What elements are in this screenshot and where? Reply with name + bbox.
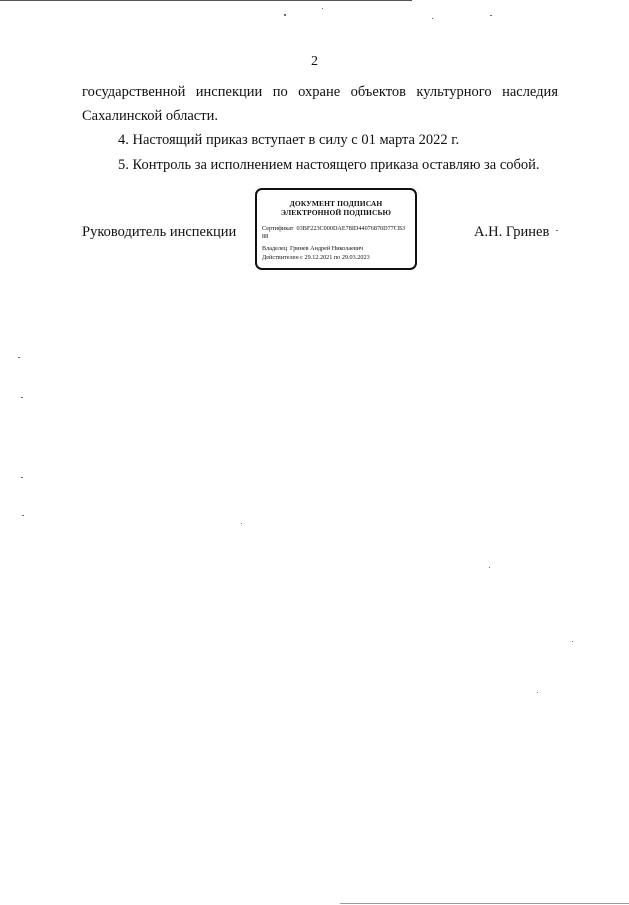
scan-speck (21, 397, 23, 398)
electronic-signature-stamp (255, 188, 417, 270)
stamp-owner-row (262, 245, 363, 253)
scan-speck (537, 692, 538, 693)
order-item-5: 5. Контроль за исполнением настоящего приказа оставляю за собой. (118, 157, 540, 173)
scan-edge-line-bottom (340, 903, 629, 904)
scan-speck (241, 523, 242, 524)
paragraph-continuation-line: государственной инспекции по охране объектов культурного наследия (82, 84, 558, 100)
stamp-title-line1: ДОКУМЕНТ ПОДПИСАН (289, 199, 383, 208)
scan-speck (572, 641, 573, 642)
order-item-4: 4. Настоящий приказ вступает в силу с 01 марта 2022 г. (118, 132, 460, 148)
stamp-certificate-value-continued: 88 (262, 233, 269, 240)
scan-speck (22, 515, 24, 516)
stamp-certificate-label: Сертификат (262, 225, 294, 232)
scan-speck (432, 18, 433, 19)
signatory-name: А.Н. Гринев (474, 224, 550, 240)
scan-speck (489, 567, 490, 568)
scan-speck (490, 15, 492, 16)
stamp-certificate-row (262, 225, 405, 233)
stamp-validity: Действителен с 29.12.2021 по 29.03.2023 (262, 254, 370, 261)
stamp-owner-value: Гринев Андрей Николаевич (290, 245, 364, 252)
signatory-position: Руководитель инспекции (82, 224, 237, 240)
stamp-title-line2: ЭЛЕКТРОННОЙ ПОДПИСЬЮ (280, 208, 392, 217)
scan-speck (18, 357, 20, 358)
scan-speck (322, 8, 323, 9)
stamp-owner-label: Владелец (262, 245, 288, 252)
stamp-certificate-value: 03BF223C000DAE78ID44076870D77CB3 (296, 225, 406, 232)
page-number: 2 (311, 54, 318, 69)
paragraph-continuation-end: Сахалинской области. (82, 108, 218, 124)
scan-speck (284, 14, 286, 16)
scan-edge-line-top (0, 0, 412, 1)
scan-speck (556, 230, 558, 231)
scan-speck (21, 477, 23, 478)
